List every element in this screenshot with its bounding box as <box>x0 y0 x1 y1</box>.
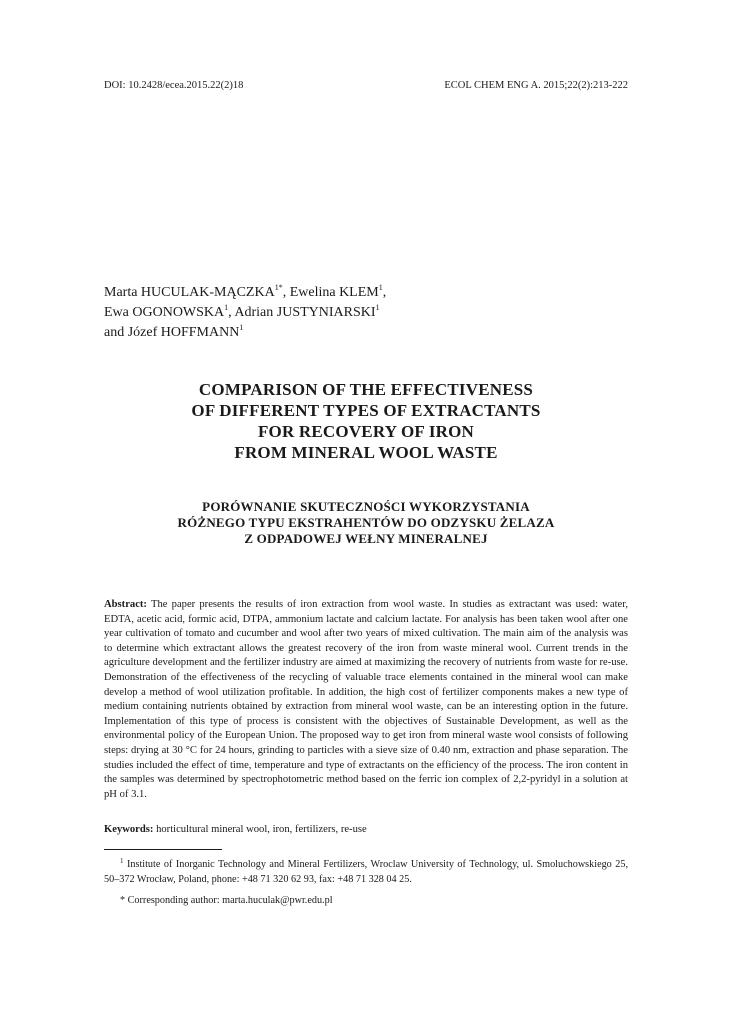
keywords <box>104 823 628 837</box>
corresponding-author: * Corresponding author: marta.huculak@pwr.edu.pl <box>120 895 333 906</box>
footnote-marker: 1 <box>120 857 124 865</box>
author-name: Ewa OGONOWSKA <box>104 305 225 320</box>
author-list <box>104 283 604 343</box>
article-title <box>104 379 628 463</box>
author-conjunction: and <box>104 325 125 340</box>
author-line-3 <box>104 323 604 343</box>
title-line: RÓŻNEGO TYPU EKSTRAHENTÓW DO ODZYSKU ŻELAZA <box>177 515 555 530</box>
affiliation-marker: 1 <box>378 283 383 292</box>
author-name: Marta HUCULAK-MĄCZKA <box>104 285 275 300</box>
running-header <box>104 80 628 91</box>
author-line-2: Ewa OGONOWSKA$^1$, Adrian JUSTYNIARSKI$^1$ <box>104 303 380 320</box>
abstract <box>104 598 628 802</box>
footnote-divider <box>104 849 222 850</box>
abstract-text: The paper presents the results of iron extraction from wool waste. In studies as extractant was used: water, EDTA, acetic acid, formic acid, DTPA, ammonium lactate and calcium lactate. For analysis has been taken wool after one year cultivation of tomato and cucumber and wool after two years of mixed cultivation. The main aim of the analysis was to determine which extractant allows the greatest recovery of the iron from waste mineral wool. Current trends in the agriculture development and the fertilizer industry are aimed at maximizing the recovery of nutrients from waste for re-use. Demonstration of the effectiveness of the recycling of valuable trace elements contained in the mineral wool can make develop a method of wool utilization profitable. In addition, the high cost of fertilizer components makes a new type of medium containing nutrients obtained by extraction from mineral wool waste, can be an interesting option in the future. Implementation of this type of process is consistent with the objectives of Sustainable Development, as well as the environmental policy of the European Union. The proposed way to get iron from mineral waste wool consists of following steps: drying at 30 °C for 24 hours, grinding to particles with a sieve size of 0.40 nm, extraction and phase separation. The studies included the effect of time, temperature and type of extractants on the efficiency of the process. The iron content in the samples was determined by spectrophotometric method based on the ferric ion complex of 2,2-pyridyl in a solution at pH of 3.1. <box>104 599 628 800</box>
title-line: Z ODPADOWEJ WEŁNY MINERALNEJ <box>244 531 488 546</box>
footnote-text: Institute of Inorganic Technology and Mineral Fertilizers, Wroclaw University of Technology, ul. Smoluchowskiego 25, 50–372 Wrocław, Poland, phone: +48 71 320 62 93, fax: +48 71 328 04 25. <box>104 859 628 885</box>
keywords-text: horticultural mineral wool, iron, fertilizers, re-use <box>153 824 367 835</box>
article-title-polish <box>104 499 628 547</box>
doi-text: DOI: 10.2428/ecea.2015.22(2)18 <box>104 80 244 91</box>
journal-citation: ECOL CHEM ENG A. 2015;22(2):213-222 <box>444 80 628 91</box>
affiliation-marker: 1* <box>274 283 283 292</box>
affiliation-marker: 1 <box>224 303 229 312</box>
author-line-1: Marta HUCULAK-$MĄCZKA^{1*}$, Ewelina KLEM$^1$, <box>104 283 387 300</box>
affiliation-marker: 1 <box>375 303 380 312</box>
affiliation-marker: 1 <box>239 323 244 332</box>
author-name: Józef HOFFMANN <box>127 325 240 340</box>
title-line: FROM MINERAL WOOL WASTE <box>234 443 498 462</box>
title-line: COMPARISON OF THE EFFECTIVENESS <box>198 380 534 399</box>
title-line: FOR RECOVERY OF IRON <box>257 422 475 441</box>
affiliation-footnote <box>104 857 628 887</box>
title-line: OF DIFFERENT TYPES OF EXTRACTANTS <box>191 401 541 420</box>
author-name: Adrian JUSTYNIARSKI <box>234 305 376 320</box>
author-name: Ewelina KLEM <box>289 285 379 300</box>
title-line: PORÓWNANIE SKUTECZNOŚCI WYKORZYSTANIA <box>202 499 530 514</box>
abstract-label: Abstract: <box>104 599 147 610</box>
keywords-label: Keywords: <box>104 824 154 835</box>
